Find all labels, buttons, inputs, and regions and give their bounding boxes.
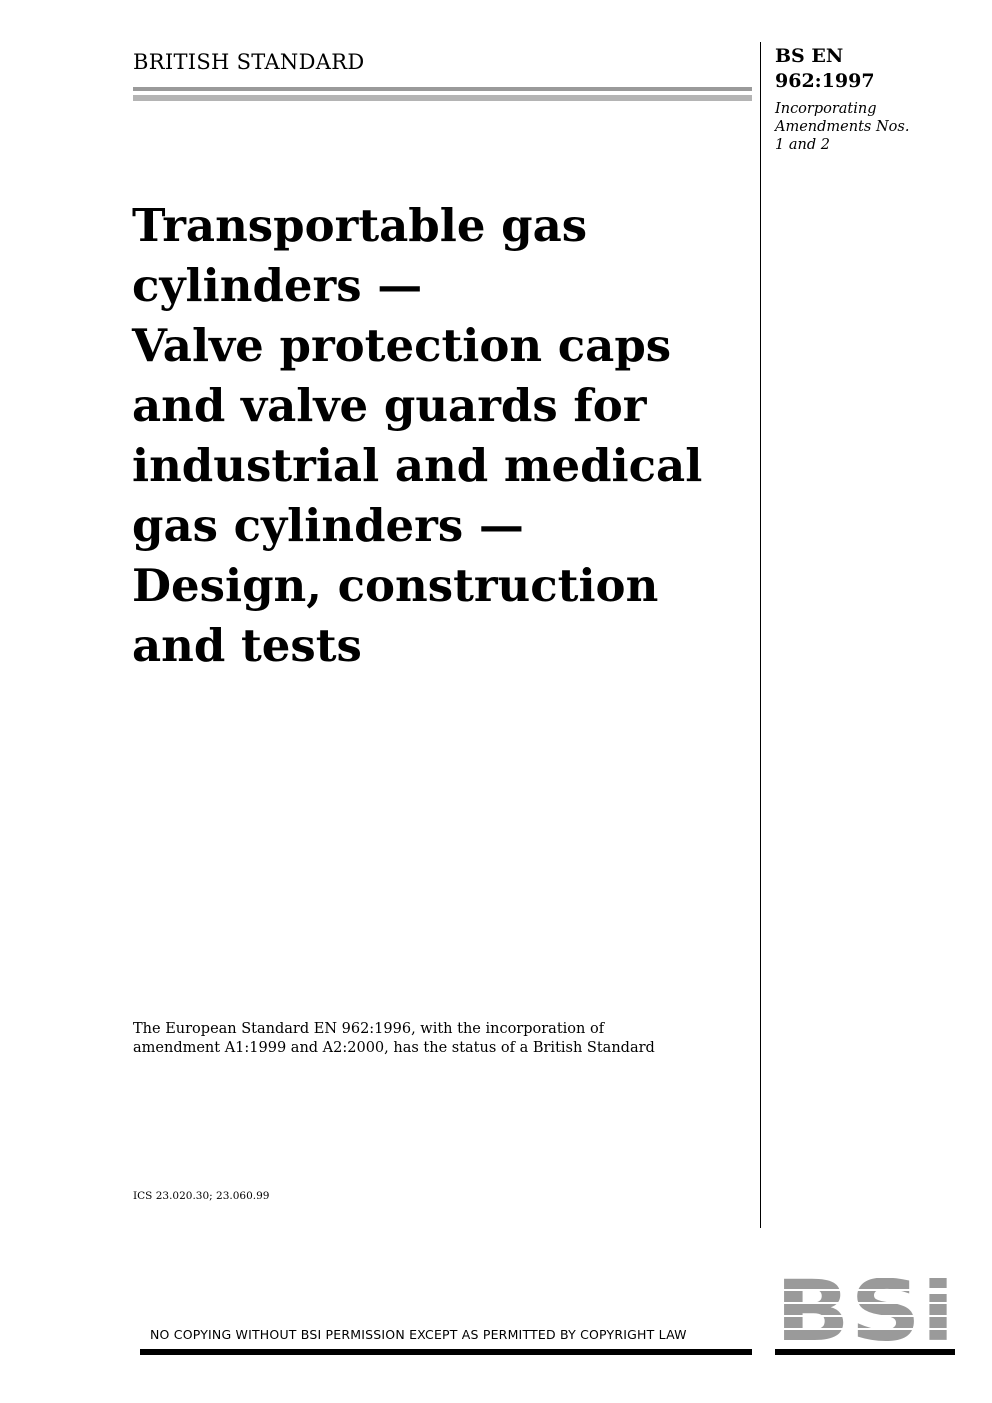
header-rule-dark [133, 87, 752, 91]
title-line: and tests [132, 619, 362, 672]
status-line: The European Standard EN 962:1996, with the incorporation of [133, 1021, 605, 1037]
copyright-notice: NO COPYING WITHOUT BSI PERMISSION EXCEPT AS PERMITTED BY COPYRIGHT LAW [150, 1327, 687, 1342]
document-title [132, 196, 752, 676]
ics-code: ICS 23.020.30; 23.060.99 [133, 1190, 270, 1202]
header-rule-light [133, 95, 752, 101]
standard-number-line-2: 962:1997 [775, 70, 875, 92]
footer-rule-left [140, 1349, 752, 1355]
status-line: amendment A1:1999 and A2:2000, has the status of a British Standard [133, 1040, 655, 1056]
amendment-line: Amendments Nos. [775, 119, 910, 135]
title-line: cylinders — [132, 259, 423, 312]
title-line: Design, construction [132, 559, 659, 612]
bsi-logo [775, 1278, 955, 1343]
amendment-line: 1 and 2 [775, 137, 830, 153]
standard-number-line-1: BS EN [775, 45, 844, 67]
footer-rule-right [775, 1349, 955, 1355]
amendment-line: Incorporating [775, 101, 877, 117]
title-line: Valve protection caps [132, 319, 672, 372]
logo-fill [775, 1278, 955, 1343]
column-divider [760, 42, 761, 1228]
title-line: industrial and medical [132, 439, 703, 492]
title-line: Transportable gas [132, 199, 588, 252]
document-type-label: BRITISH STANDARD [133, 50, 365, 74]
title-line: gas cylinders — [132, 499, 524, 552]
amendment-note [775, 100, 909, 154]
status-statement [133, 1020, 655, 1058]
title-line: and valve guards for [132, 379, 647, 432]
standard-number [775, 44, 875, 94]
